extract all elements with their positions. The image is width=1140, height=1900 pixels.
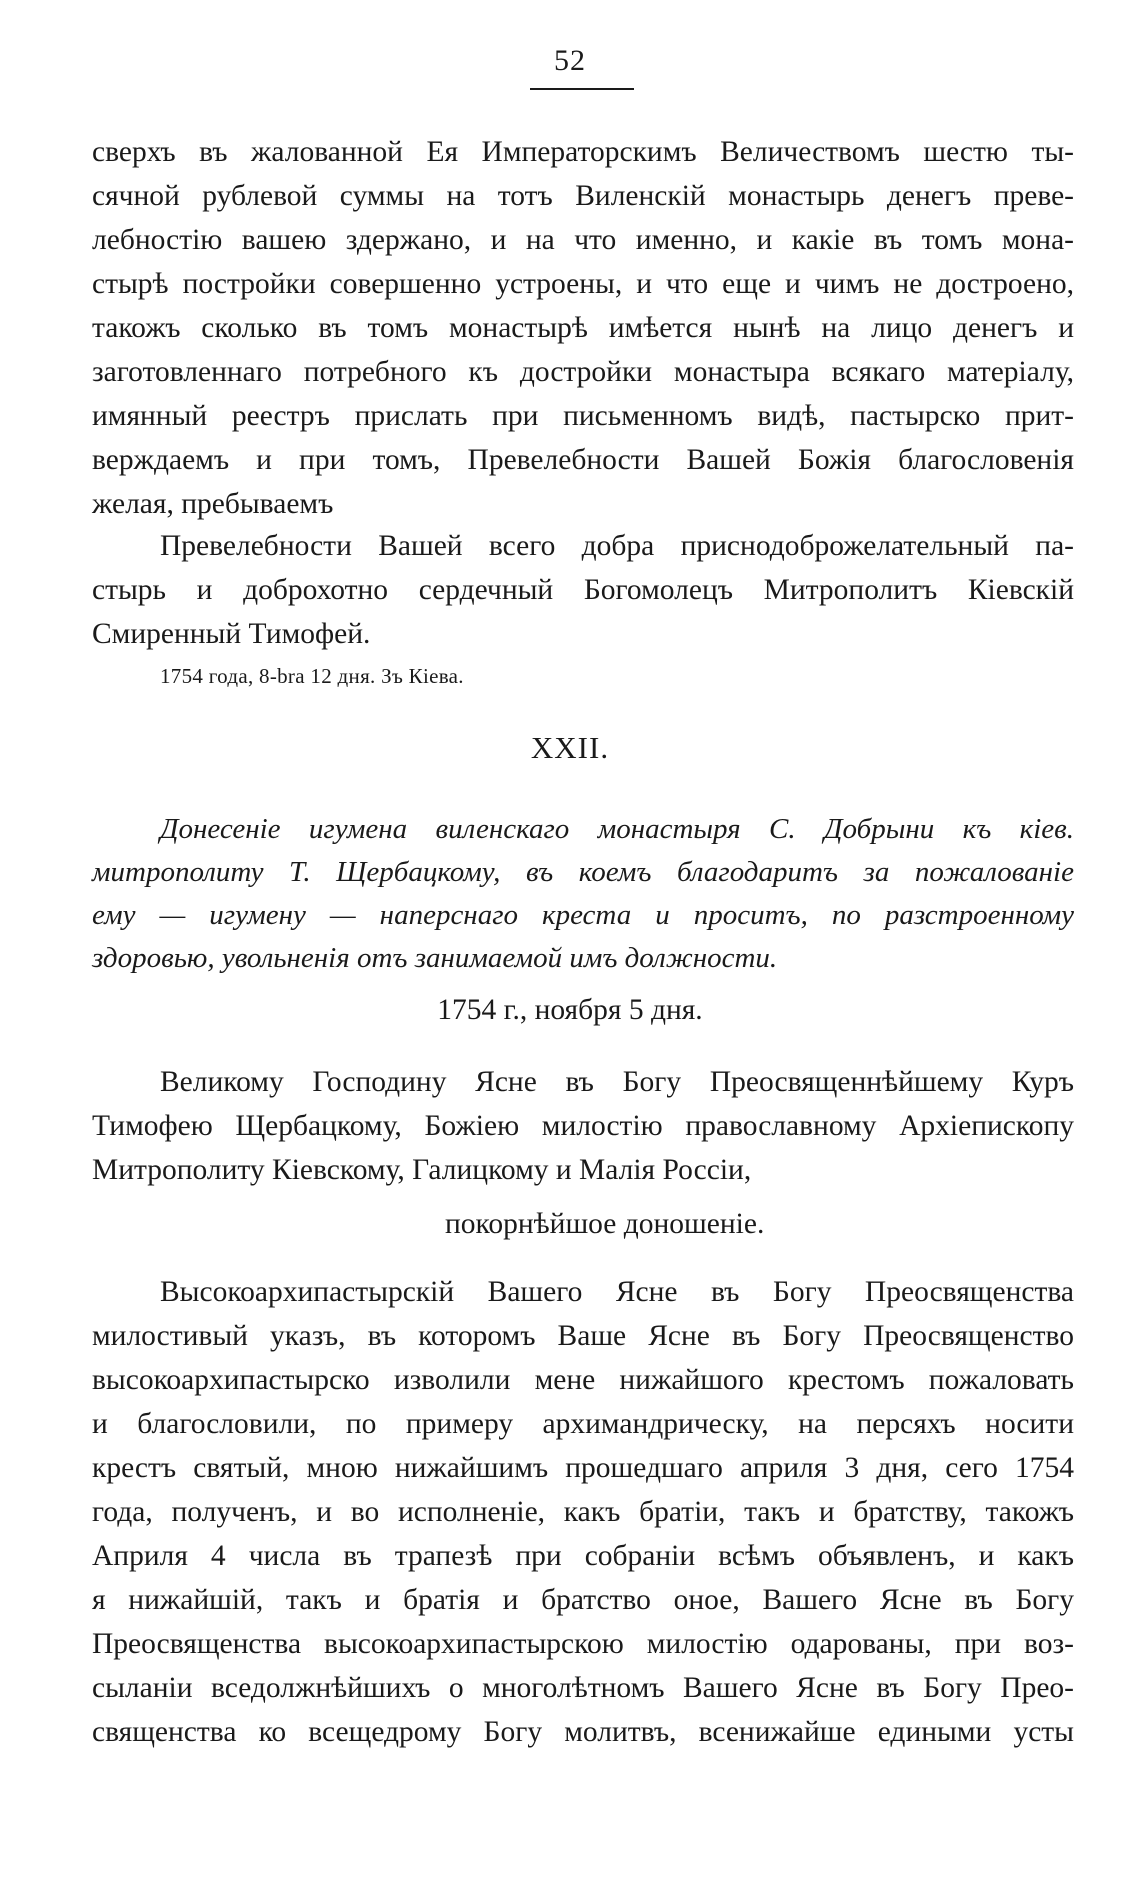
text-line: я нижайшій, такъ и братія и братство оное, Вашего Ясне въ Богу — [92, 1584, 1074, 1616]
text-line: милостивый указъ, въ которомъ Ваше Ясне въ Богу Преосвященство — [92, 1320, 1074, 1352]
letter-signature — [92, 524, 1074, 656]
document-date: 1754 г., ноября 5 дня. — [437, 994, 703, 1026]
text-line: лебностію вашею здержано, и на что именно, и какіе въ томъ мона- — [92, 224, 1074, 256]
heading-line: митрополиту Т. Щербацкому, въ коемъ благодаритъ за пожалованіе — [92, 856, 1074, 888]
text-line: сячной рублевой суммы на тотъ Виленскій монастырь денегъ прeве- — [92, 180, 1074, 212]
text-line: крестъ святый, мною нижайшимъ прошедшаго априля 3 дня, сего 1754 — [92, 1452, 1074, 1484]
text-line: верждаемъ и при томъ, Превелебности Вашей Божія благословенія — [92, 444, 1074, 476]
text-line: желая, пребываемъ — [92, 488, 334, 520]
page-number: 52 — [554, 44, 586, 77]
page-number-rule — [530, 88, 634, 90]
text-line: стырѣ постройки совершенно устроены, и что еще и чимъ не достроено, — [92, 268, 1074, 300]
text-line: и благословили, по примеру архимандрическу, на персяхъ носити — [92, 1408, 1074, 1440]
text-line: священства ко всещедрому Богу молитвъ, всенижайше едиными усты — [92, 1716, 1074, 1748]
letter-body — [92, 1270, 1074, 1754]
address-block — [92, 1060, 1074, 1192]
text-line: сверхъ въ жалованной Ея Императорскимъ Величествомъ шестю ты- — [92, 136, 1074, 168]
text-line: сыланіи вседолжнѣйшихъ о многолѣтномъ Вашего Ясне въ Богу Прео- — [92, 1672, 1074, 1704]
text-line: Априля 4 числа въ трапезѣ при собраніи всѣмъ объявленъ, и какъ — [92, 1540, 1074, 1572]
address-line: Великому Господину Ясне въ Богу Преосвященнѣйшему Куръ — [160, 1066, 1074, 1098]
address-line: Тимофею Щербацкому, Божіею милостію православному Архіепископу — [92, 1110, 1074, 1142]
text-line: года, полученъ, и во исполненіе, какъ братіи, такъ и братству, такожъ — [92, 1496, 1074, 1528]
text-line: Преосвященства высокоархипастырскою милостію одарованы, при воз- — [92, 1628, 1074, 1660]
date-note: 1754 года, 8-bra 12 дня. Зъ Кіева. — [160, 664, 464, 688]
address-closing: покорнѣйшое доношеніе. — [445, 1208, 765, 1240]
text-line: такожъ сколько въ томъ монастырѣ имѣется нынѣ на лицо денегъ и — [92, 312, 1074, 344]
section-heading — [92, 808, 1074, 980]
text-line: стырь и доброхотно сердечный Богомолецъ Митрополитъ Кіевскій — [92, 574, 1074, 606]
heading-line: здоровью, увольненія отъ занимаемой имъ должности. — [92, 942, 778, 974]
heading-line: ему — игумену — наперснаго креста и проситъ, по разстроенному — [92, 899, 1074, 931]
text-line: заготовленнаго потребного къ достройки монастыра всякаго матеріалу, — [92, 356, 1074, 388]
section-number: XXII. — [530, 730, 610, 765]
text-line: имянный реестръ прислать при письменномъ видѣ, пастырско прит- — [92, 400, 1074, 432]
text-line: Высокоархипастырскій Вашего Ясне въ Богу Преосвященства — [160, 1276, 1074, 1308]
address-line: Митрополиту Кіевскому, Галицкому и Малія Россіи, — [92, 1154, 752, 1186]
text-line: высокоархипастырско изволили мене нижайшого крестомъ пожаловать — [92, 1364, 1074, 1396]
heading-line: Донесеніе игумена виленскаго монастыря С. Добрыни къ кіев. — [160, 813, 1074, 845]
text-line: Смиренный Тимофей. — [92, 618, 371, 650]
letter-continuation — [92, 130, 1074, 526]
text-line: Превелебности Вашей всего добра приснодоброжелательный па- — [160, 530, 1074, 562]
